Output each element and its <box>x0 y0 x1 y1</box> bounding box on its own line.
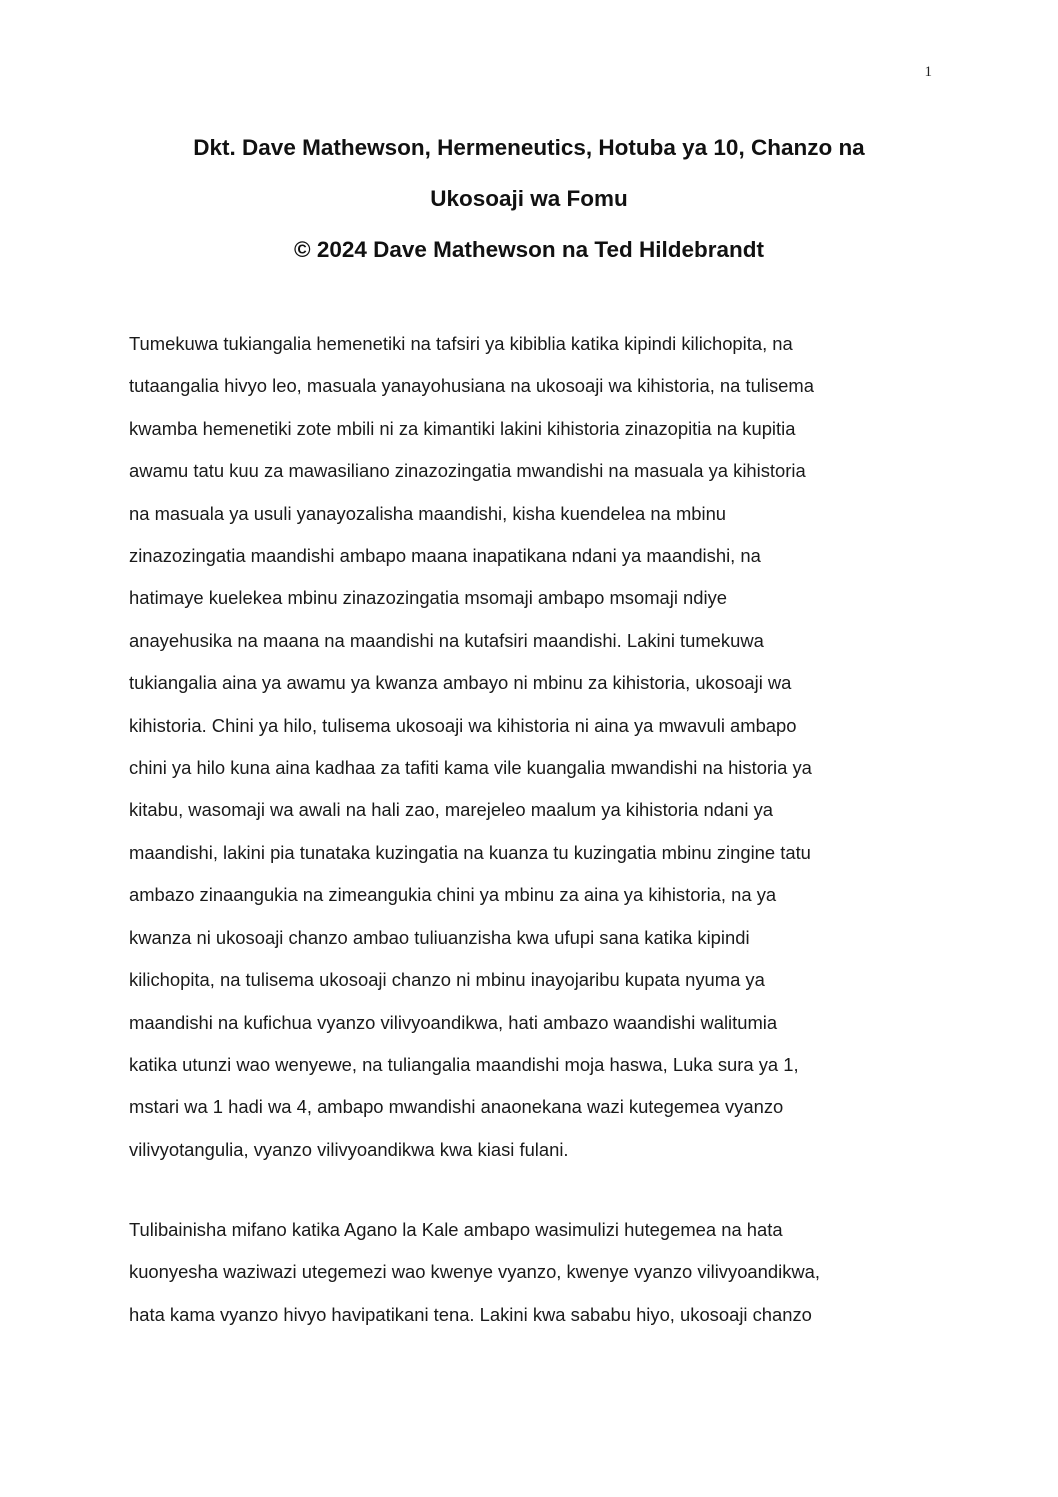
title-line: Ukosoaji wa Fomu <box>430 186 628 211</box>
text-line: katika utunzi wao wenyewe, na tuliangalia maandishi moja haswa, Luka sura ya 1, <box>129 1053 799 1075</box>
text-line: tukiangalia aina ya awamu ya kwanza ambayo ni mbinu za kihistoria, ukosoaji wa <box>129 672 792 694</box>
page-number: 1 <box>924 64 932 80</box>
text-line: kwanza ni ukosoaji chanzo ambao tuliuanzisha kwa ufupi sana katika kipindi <box>129 926 750 948</box>
text-line: kilichopita, na tulisema ukosoaji chanzo ni mbinu inayojaribu kupata nyuma ya <box>129 969 765 991</box>
text-line: Tulibainisha mifano katika Agano la Kale ambapo wasimulizi hutegemea na hata <box>129 1219 783 1240</box>
text-line: na masuala ya usuli yanayozalisha maandishi, kisha kuendelea na mbinu <box>129 502 727 524</box>
paragraph <box>129 1209 929 1336</box>
text-line: maandishi na kufichua vyanzo vilivyoandikwa, hati ambazo waandishi walitumia <box>129 1011 778 1033</box>
text-line: Tumekuwa tukiangalia hemenetiki na tafsiri ya kibiblia katika kipindi kilichopita, na <box>129 333 793 354</box>
text-line: kihistoria. Chini ya hilo, tulisema ukosoaji wa kihistoria ni aina ya mwavuli ambapo <box>129 714 797 736</box>
text-line: ambazo zinaangukia na zimeangukia chini ya mbinu za aina ya kihistoria, na ya <box>129 884 777 906</box>
text-line: kitabu, wasomaji wa awali na hali zao, marejeleo maalum ya kihistoria ndani ya <box>129 799 773 821</box>
paragraph <box>129 323 929 1171</box>
text-line: mstari wa 1 hadi wa 4, ambapo mwandishi anaonekana wazi kutegemea vyanzo <box>129 1096 784 1118</box>
title-line: Dkt. Dave Mathewson, Hermeneutics, Hotuba ya 10, Chanzo na <box>193 135 865 160</box>
text-line: zinazozingatia maandishi ambapo maana inapatikana ndani ya maandishi, na <box>129 545 761 567</box>
document-title <box>100 122 958 275</box>
text-line: maandishi, lakini pia tunataka kuzingatia na kuanza tu kuzingatia mbinu zingine tatu <box>129 841 811 863</box>
text-line: vilivyotangulia, vyanzo vilivyoandikwa kwa kiasi fulani. <box>129 1138 569 1160</box>
text-line: hata kama vyanzo hivyo havipatikani tena. Lakini kwa sababu hiyo, ukosoaji chanzo <box>129 1303 812 1325</box>
text-line: awamu tatu kuu za mawasiliano zinazozingatia mwandishi na masuala ya kihistoria <box>129 460 806 482</box>
copyright-line: © 2024 Dave Mathewson na Ted Hildebrandt <box>293 237 765 262</box>
text-line: chini ya hilo kuna aina kadhaa za tafiti kama vile kuangalia mwandishi na historia ya <box>129 757 812 779</box>
text-line: kwamba hemenetiki zote mbili ni za kimantiki lakini kihistoria zinazopitia na kupitia <box>129 417 796 439</box>
text-line: anayehusika na maana na maandishi na kutafsiri maandishi. Lakini tumekuwa <box>129 629 764 651</box>
text-line: hatimaye kuelekea mbinu zinazozingatia msomaji ambapo msomaji ndiye <box>129 587 727 609</box>
text-line: tutaangalia hivyo leo, masuala yanayohusiana na ukosoaji wa kihistoria, na tulisema <box>129 375 814 397</box>
text-line: kuonyesha waziwazi utegemezi wao kwenye vyanzo, kwenye vyanzo vilivyoandikwa, <box>129 1261 821 1283</box>
